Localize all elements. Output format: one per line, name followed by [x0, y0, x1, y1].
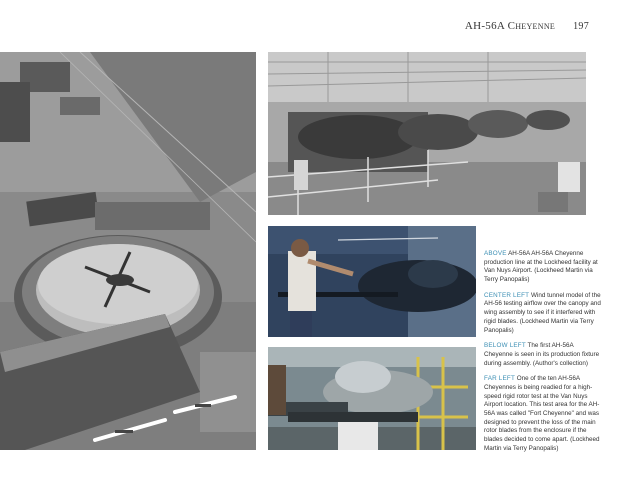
caption-text: Wind tunnel model of the AH-56 testing airflow over the canopy and wing assembly to see if it interfered with rigid blades. (Lockheed Martin via Terry Panopalis) [484, 291, 601, 334]
caption-far-left [484, 375, 602, 453]
running-header [465, 20, 589, 32]
page-number: 197 [573, 21, 589, 32]
caption-label: CENTER LEFT [484, 291, 530, 299]
photo-production-line [268, 52, 586, 215]
photo-production-fixture [268, 347, 476, 450]
photo-fort-cheyenne-aerial [0, 52, 256, 450]
chapter-title: AH-56A Cheyenne [464, 20, 556, 32]
photo-wind-tunnel-model [268, 226, 476, 337]
caption-above [484, 250, 602, 285]
caption-label: BELOW LEFT [484, 342, 526, 350]
caption-column [484, 250, 602, 460]
caption-label: FAR LEFT [484, 375, 515, 383]
caption-center-left [484, 292, 602, 335]
caption-text: One of the ten AH-56A Cheyennes is being readied for a high-speed rigid rotor test at the Van Nuys Airport location. This test area for the AH-56A was called "Fort Cheyenne" and was designed to prevent the loss of the main rotor blades from the enclosure if the blades decided to come apart. (Lockheed Martin via Terry Panopalis) [484, 375, 600, 452]
caption-label: ABOVE [484, 250, 507, 257]
caption-below-left [484, 342, 602, 368]
caption-text: The first AH-56A Cheyenne is seen in its production fixture during assembly. (Author's collection) [484, 342, 600, 367]
caption-text: AH-56A AH-56A Cheyenne production line at the Lockheed facility at Van Nuys Airport. (Lockheed Martin via Terry Panopalis) [484, 250, 598, 284]
